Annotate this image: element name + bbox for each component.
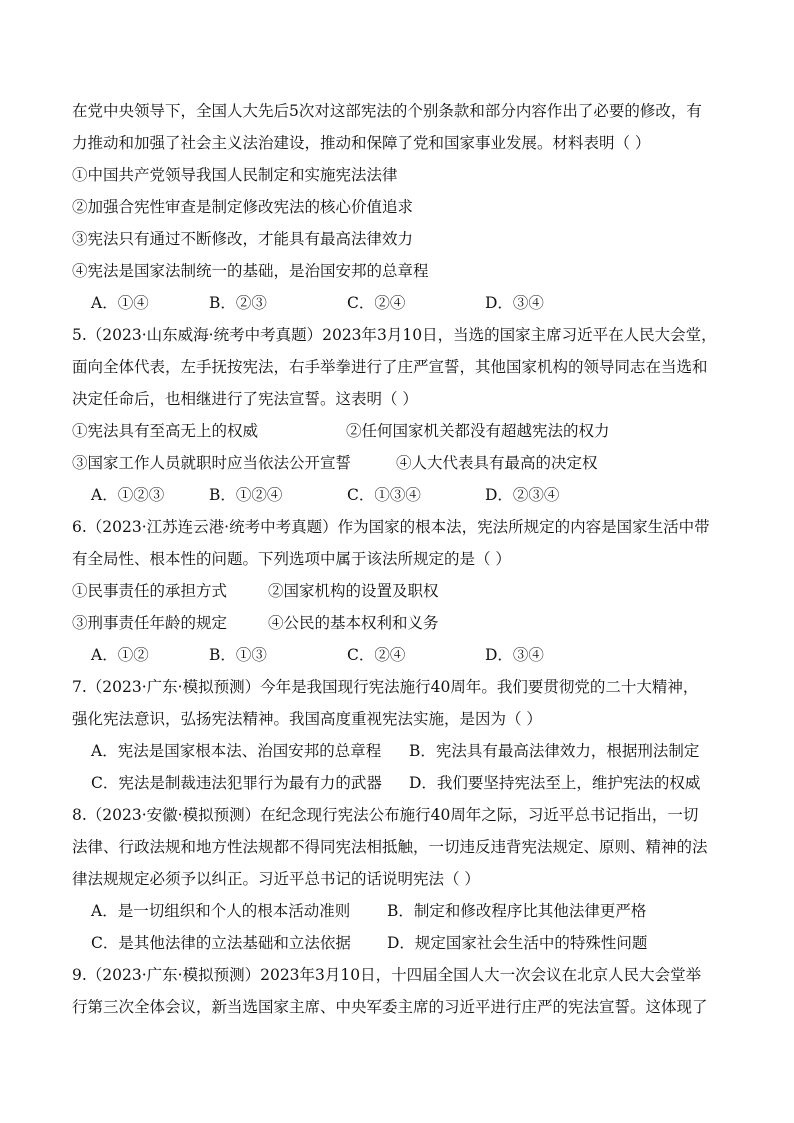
option-c: C．①③④ — [347, 486, 421, 504]
q5-statement-1: ①宪法具有至高无上的权威 — [72, 422, 259, 440]
option-c: C．②④ — [347, 646, 406, 664]
option-d: D．③④ — [485, 294, 544, 312]
q8-stem-line-3: 律法规规定必须予以纠正。习近平总书记的话说明宪法（ ） — [72, 870, 480, 888]
q8-stem-line-2: 法律、行政法规和地方性法规都不得同宪法相抵触，一切违反违背宪法规定、原则、精神的法 — [72, 838, 708, 856]
intro-text-line-1: 在党中央领导下，全国人大先后5次对这部宪法的个别条款和部分内容作出了必要的修改，有 — [72, 102, 702, 120]
intro-text-line-2: 力推动和加强了社会主义法治建设，推动和保障了党和国家事业发展。材料表明（ ） — [72, 134, 651, 152]
q6-statement-4: ④公民的基本权利和义务 — [268, 614, 439, 632]
q5-stem-line-2: 面向全体代表，左手抚按宪法，右手举拳进行了庄严宣誓，其他国家机构的领导同志在当选和 — [72, 358, 708, 376]
option-b: B．①③ — [209, 646, 267, 664]
q5-statement-3: ③国家工作人员就职时应当依法公开宣誓 — [72, 454, 352, 472]
q9-stem-line-2: 行第三次全体会议，新当选国家主席、中央军委主席的习近平进行庄严的宪法宣誓。这体现了 — [72, 998, 708, 1016]
option-d: D．③④ — [485, 646, 544, 664]
q5-stem-line-3: 决定任命后，也相继进行了宪法宣誓。这表明（ ） — [72, 390, 418, 408]
option-b: B．制定和修改程序比其他法律更严格 — [387, 902, 647, 920]
option-b: B．②③ — [209, 294, 267, 312]
option-a: A．是一切组织和个人的根本活动准则 — [91, 902, 351, 920]
q6-statement-1: ①民事责任的承担方式 — [72, 582, 228, 600]
q5-stem-line-1: 5.（2023·山东威海·统考中考真题）2023年3月10日，当选的国家主席习近平在人民大会堂， — [72, 326, 717, 344]
option-c: C．宪法是制裁违法犯罪行为最有力的武器 — [91, 774, 382, 792]
option-b: B．①②④ — [209, 486, 283, 504]
q7-stem-line-1: 7.（2023·广东·模拟预测）今年是我国现行宪法施行40周年。我们要贯彻党的二十大精神， — [72, 678, 699, 696]
intro-statement-4: ④宪法是国家法制统一的基础，是治国安邦的总章程 — [72, 262, 429, 280]
q8-stem-line-1: 8.（2023·安徽·模拟预测）在纪念现行宪法公布施行40周年之际，习近平总书记指出，一切 — [72, 806, 699, 824]
option-c: C．②④ — [347, 294, 406, 312]
option-a: A．①② — [91, 646, 149, 664]
q6-stem-line-1: 6.（2023·江苏连云港·统考中考真题）作为国家的根本法，宪法所规定的内容是国家生活中带 — [72, 518, 710, 536]
option-d: D．②③④ — [485, 486, 560, 504]
option-d: D．规定国家社会生活中的特殊性问题 — [387, 934, 648, 952]
intro-statement-3: ③宪法只有通过不断修改，才能具有最高法律效力 — [72, 230, 414, 248]
option-a: A．宪法是国家根本法、治国安邦的总章程 — [91, 742, 382, 760]
option-b: B．宪法具有最高法律效力，根据刑法制定 — [409, 742, 700, 760]
q7-stem-line-2: 强化宪法意识，弘扬宪法精神。我国高度重视宪法实施，是因为（ ） — [72, 710, 542, 728]
option-d: D．我们要坚持宪法至上，维护宪法的权威 — [409, 774, 701, 792]
q9-stem-line-1: 9.（2023·广东·模拟预测）2023年3月10日，十四届全国人大一次会议在北京人民大会堂举 — [72, 966, 702, 984]
option-a: A．①④ — [91, 294, 149, 312]
option-c: C．是其他法律的立法基础和立法依据 — [91, 934, 351, 952]
option-a: A．①②③ — [91, 486, 165, 504]
intro-statement-2: ②加强合宪性审查是制定修改宪法的核心价值追求 — [72, 198, 414, 216]
q5-statement-4: ④人大代表具有最高的决定权 — [396, 454, 598, 472]
q6-stem-line-2: 有全局性、根本性的问题。下列选项中属于该法所规定的是（ ） — [72, 550, 511, 568]
q6-statement-3: ③刑事责任年龄的规定 — [72, 614, 228, 632]
q6-statement-2: ②国家机构的设置及职权 — [268, 582, 439, 600]
intro-statement-1: ①中国共产党领导我国人民制定和实施宪法法律 — [72, 166, 398, 184]
q5-statement-2: ②任何国家机关都没有超越宪法的权力 — [346, 422, 610, 440]
